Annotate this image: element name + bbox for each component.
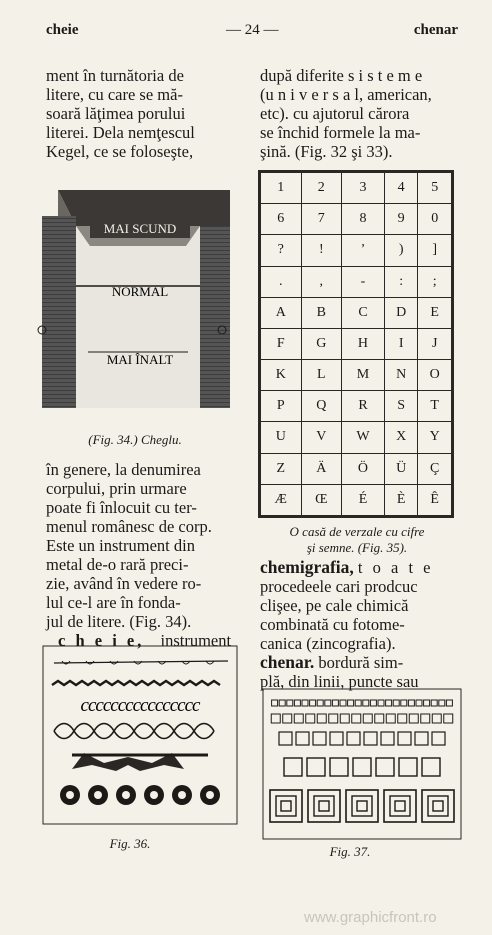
header-left-word: cheie (46, 22, 79, 38)
type-case-row (261, 422, 452, 453)
text-line: menul românesc de corp. (46, 517, 212, 536)
entry-term: c h e i e, (58, 631, 145, 650)
right-column-mid-text (260, 558, 458, 691)
type-case-cell: I (384, 328, 418, 359)
entry-rest: instrument (160, 631, 232, 650)
type-case-cell: 2 (301, 173, 342, 204)
type-case-cell: F (261, 328, 302, 359)
entry-text: bordură sim- (318, 653, 404, 672)
type-case-cell: ; (418, 266, 452, 297)
type-case-cell: 1 (261, 173, 302, 204)
fig35-caption-line: O casă de verzale cu cifre (289, 524, 425, 539)
type-case-row (261, 173, 452, 204)
header-right-word: chenar (413, 22, 458, 38)
type-case-row (261, 484, 452, 515)
text-line (260, 615, 458, 634)
entry-term: chenar. (260, 652, 315, 672)
left-column-mid-text (46, 460, 242, 650)
text-line (260, 653, 458, 672)
text-line: corpului, prin urmare (46, 479, 187, 498)
type-case-row (261, 297, 452, 328)
fig34-label-middle: NORMAL (111, 284, 169, 299)
text-line (260, 577, 458, 596)
fig35-type-case-table (258, 170, 454, 518)
type-case-cell: Œ (301, 484, 342, 515)
page-number: — 24 — (226, 22, 279, 38)
text-line (260, 634, 458, 653)
type-case-cell: É (342, 484, 385, 515)
entry-text: t o a t e (357, 558, 434, 577)
entry-text: canica (zincografia). (260, 634, 396, 653)
text-line: ment în turnătoria de (46, 66, 184, 85)
type-case-cell: 0 (418, 204, 452, 235)
type-case-cell: 7 (301, 204, 342, 235)
type-case-cell: G (301, 328, 342, 359)
type-case-cell: 6 (261, 204, 302, 235)
type-case-cell: , (301, 266, 342, 297)
watermark: www.graphicfront.ro (304, 909, 437, 926)
text-line: Este un instrument din (46, 536, 195, 555)
type-case-cell: 3 (342, 173, 385, 204)
type-case-cell: R (342, 391, 385, 422)
type-case-row (261, 204, 452, 235)
type-case-cell: Ç (418, 453, 452, 484)
fig34-caption: (Fig. 34.) Cheglu. (88, 432, 182, 447)
type-case-cell: U (261, 422, 302, 453)
left-column-top-text (46, 66, 242, 161)
type-case-cell: 9 (384, 204, 418, 235)
type-case-cell: J (418, 328, 452, 359)
type-case-cell: K (261, 360, 302, 391)
text-line: poate fi înlocuit cu ter- (46, 498, 197, 517)
fig36-border-ornaments (42, 645, 238, 825)
entry-text: plă, din linii, puncte sau (260, 672, 419, 691)
type-case-cell: N (384, 360, 418, 391)
text-line: etc). cu ajutorul cărora (260, 104, 410, 123)
type-case-cell: ) (384, 235, 418, 266)
type-case-cell: W (342, 422, 385, 453)
type-case-cell: C (342, 297, 385, 328)
type-case-cell: 5 (418, 173, 452, 204)
type-case-row (261, 360, 452, 391)
type-case-row (261, 328, 452, 359)
type-case-cell: M (342, 360, 385, 391)
fig34-type-gauge-illustration (36, 186, 232, 412)
right-column-top-text (260, 66, 460, 161)
type-case-cell: 4 (384, 173, 418, 204)
type-case-cell: Q (301, 391, 342, 422)
type-case-row (261, 266, 452, 297)
type-case-cell: L (301, 360, 342, 391)
type-case-cell: Ü (384, 453, 418, 484)
type-case-cell: X (384, 422, 418, 453)
text-line: zie, având în vedere ro- (46, 574, 202, 593)
type-case-cell: P (261, 391, 302, 422)
type-case-cell: Z (261, 453, 302, 484)
type-case-cell: Ê (418, 484, 452, 515)
entry-term: chemigrafia, (260, 557, 354, 577)
text-line: (u n i v e r s a l, american, (260, 85, 432, 104)
type-case-cell: T (418, 391, 452, 422)
type-case-cell: B (301, 297, 342, 328)
type-case-cell: - (342, 266, 385, 297)
entry-text: procedeele cari prodcuc (260, 577, 418, 596)
type-case-cell: : (384, 266, 418, 297)
type-case-cell: S (384, 391, 418, 422)
fig35-caption-line: şi semne. (Fig. 35). (306, 540, 408, 555)
type-case-cell: Y (418, 422, 452, 453)
text-line: soară lăţimea porului (46, 104, 186, 123)
text-line: se închid formele la ma- (260, 123, 421, 142)
fig36-caption: Fig. 36. (109, 836, 151, 851)
type-case-cell: È (384, 484, 418, 515)
type-case-cell: ! (301, 235, 342, 266)
type-case-cell: V (301, 422, 342, 453)
type-case-row (261, 235, 452, 266)
type-case-cell: ? (261, 235, 302, 266)
fig37-caption: Fig. 37. (329, 844, 371, 859)
fig37-square-borders (262, 688, 462, 840)
type-case-row (261, 391, 452, 422)
text-line: şină. (Fig. 32 şi 33). (260, 142, 393, 161)
svg-text:cccccccccccccccc: cccccccccccccccc (80, 695, 200, 716)
entry-text: combinată cu fotome- (260, 615, 405, 634)
type-case-cell: O (418, 360, 452, 391)
type-case-cell: H (342, 328, 385, 359)
fig34-label-bottom: MAI ÎNALT (106, 352, 174, 367)
type-case-cell: . (261, 266, 302, 297)
type-case-cell: 8 (342, 204, 385, 235)
type-case-cell: Ä (301, 453, 342, 484)
type-case-cell: D (384, 297, 418, 328)
text-line: Kegel, ce se foloseşte, (46, 142, 194, 161)
type-case-cell: A (261, 297, 302, 328)
entry-text: clişee, pe cale chimică (260, 596, 409, 615)
text-line (260, 596, 458, 615)
fig34-label-top: MAI SCUND (103, 221, 177, 236)
text-line: metal de-o rară preci- (46, 555, 189, 574)
type-case-row (261, 453, 452, 484)
text-line: literei. Dela nemţescul (46, 123, 195, 142)
page-header (0, 20, 492, 40)
text-line (260, 558, 458, 577)
fig35-caption (252, 524, 462, 556)
type-case-cell: E (418, 297, 452, 328)
text-line: litere, cu care se mă- (46, 85, 183, 104)
type-case-cell: Ö (342, 453, 385, 484)
type-case-cell: ’ (342, 235, 385, 266)
text-line: lul ce-l are în fonda- (46, 593, 181, 612)
type-case-cell: Æ (261, 484, 302, 515)
type-case-cell: ] (418, 235, 452, 266)
text-line: jul de litere. (Fig. 34). (46, 612, 192, 631)
text-line: după diferite s i s t e m e (260, 66, 423, 85)
text-line: în genere, la denumirea (46, 460, 201, 479)
